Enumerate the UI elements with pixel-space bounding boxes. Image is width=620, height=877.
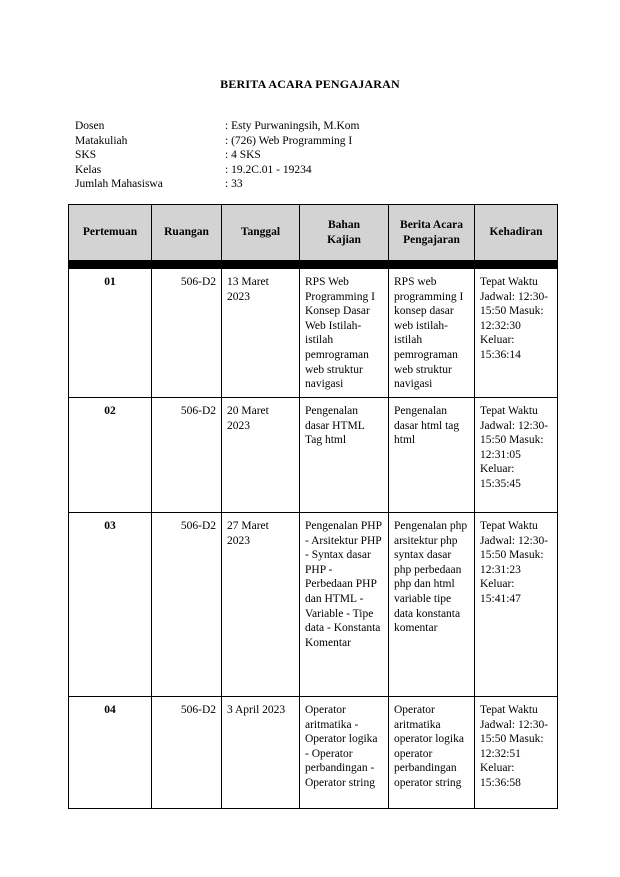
table-row	[69, 697, 558, 809]
info-row-dosen	[75, 119, 555, 134]
cell-ruangan: 506-D2	[152, 697, 222, 809]
header-ruangan: Ruangan	[152, 205, 222, 261]
header-berita-acara: Berita Acara Pengajaran	[389, 205, 475, 261]
info-value: : 19.2C.01 - 19234	[225, 163, 312, 176]
cell-pertemuan: 03	[69, 513, 152, 697]
cell-kehadiran: Tepat Waktu Jadwal: 12:30-15:50 Masuk: 12:31:05 Keluar: 15:35:45	[475, 398, 558, 513]
info-row-jumlah-mahasiswa	[75, 177, 555, 192]
cell-berita-acara: Operator aritmatika operator logika operator perbandingan operator string	[389, 697, 475, 809]
table-row	[69, 398, 558, 513]
cell-pertemuan: 02	[69, 398, 152, 513]
info-value: : 4 SKS	[225, 149, 261, 162]
header-pertemuan: Pertemuan	[69, 205, 152, 261]
cell-pertemuan: 04	[69, 697, 152, 809]
cell-ruangan: 506-D2	[152, 269, 222, 398]
cell-tanggal: 13 Maret 2023	[222, 269, 300, 398]
cell-tanggal: 20 Maret 2023	[222, 398, 300, 513]
cell-tanggal: 27 Maret 2023	[222, 513, 300, 697]
header-kehadiran: Kehadiran	[475, 205, 558, 261]
cell-berita-acara: RPS web programming I konsep dasar web istilah-istilah pemrograman web struktur navigasi	[389, 269, 475, 398]
header-separator	[69, 261, 558, 269]
info-value: : 33	[225, 178, 243, 191]
info-label: Jumlah Mahasiswa	[75, 178, 163, 191]
cell-tanggal: 3 April 2023	[222, 697, 300, 809]
cell-kehadiran: Tepat Waktu Jadwal: 12:30-15:50 Masuk: 12:32:30 Keluar: 15:36:14	[475, 269, 558, 398]
header-bahan-kajian: Bahan Kajian	[300, 205, 389, 261]
cell-bahan-kajian: Operator aritmatika - Operator logika - Operator perbandingan - Operator string	[300, 697, 389, 809]
info-label: Kelas	[75, 163, 102, 176]
info-value: : Esty Purwaningsih, M.Kom	[225, 120, 360, 132]
info-label: Matakuliah	[75, 134, 128, 147]
cell-ruangan: 506-D2	[152, 513, 222, 697]
info-label: SKS	[75, 149, 97, 162]
page-title: BERITA ACARA PENGAJARAN	[220, 77, 400, 91]
table-header-row	[69, 205, 558, 261]
teaching-report-table	[68, 204, 558, 809]
cell-kehadiran: Tepat Waktu Jadwal: 12:30-15:50 Masuk: 12:32:51 Keluar: 15:36:58	[475, 697, 558, 809]
course-info	[75, 119, 555, 192]
info-label: Dosen	[75, 120, 105, 132]
cell-bahan-kajian: Pengenalan PHP - Arsitektur PHP - Syntax dasar PHP - Perbedaan PHP dan HTML - Variable - Tipe data - Konstanta Komentar	[300, 513, 389, 697]
cell-kehadiran: Tepat Waktu Jadwal: 12:30-15:50 Masuk: 12:31:23 Keluar: 15:41:47	[475, 513, 558, 697]
header-tanggal: Tanggal	[222, 205, 300, 261]
cell-bahan-kajian: Pengenalan dasar HTML Tag html	[300, 398, 389, 513]
cell-pertemuan: 01	[69, 269, 152, 398]
cell-berita-acara: Pengenalan dasar html tag html	[389, 398, 475, 513]
table-row	[69, 269, 558, 398]
info-row-matakuliah	[75, 134, 555, 149]
separator-line	[69, 261, 558, 269]
info-row-sks	[75, 148, 555, 163]
cell-bahan-kajian: RPS Web Programming I Konsep Dasar Web Istilah-istilah pemrograman web struktur navigasi	[300, 269, 389, 398]
table-row	[69, 513, 558, 697]
cell-berita-acara: Pengenalan php arsitektur php syntax dasar php perbedaan php dan html variable tipe data konstanta komentar	[389, 513, 475, 697]
info-row-kelas	[75, 163, 555, 178]
cell-ruangan: 506-D2	[152, 398, 222, 513]
info-value: : (726) Web Programming I	[225, 134, 353, 147]
